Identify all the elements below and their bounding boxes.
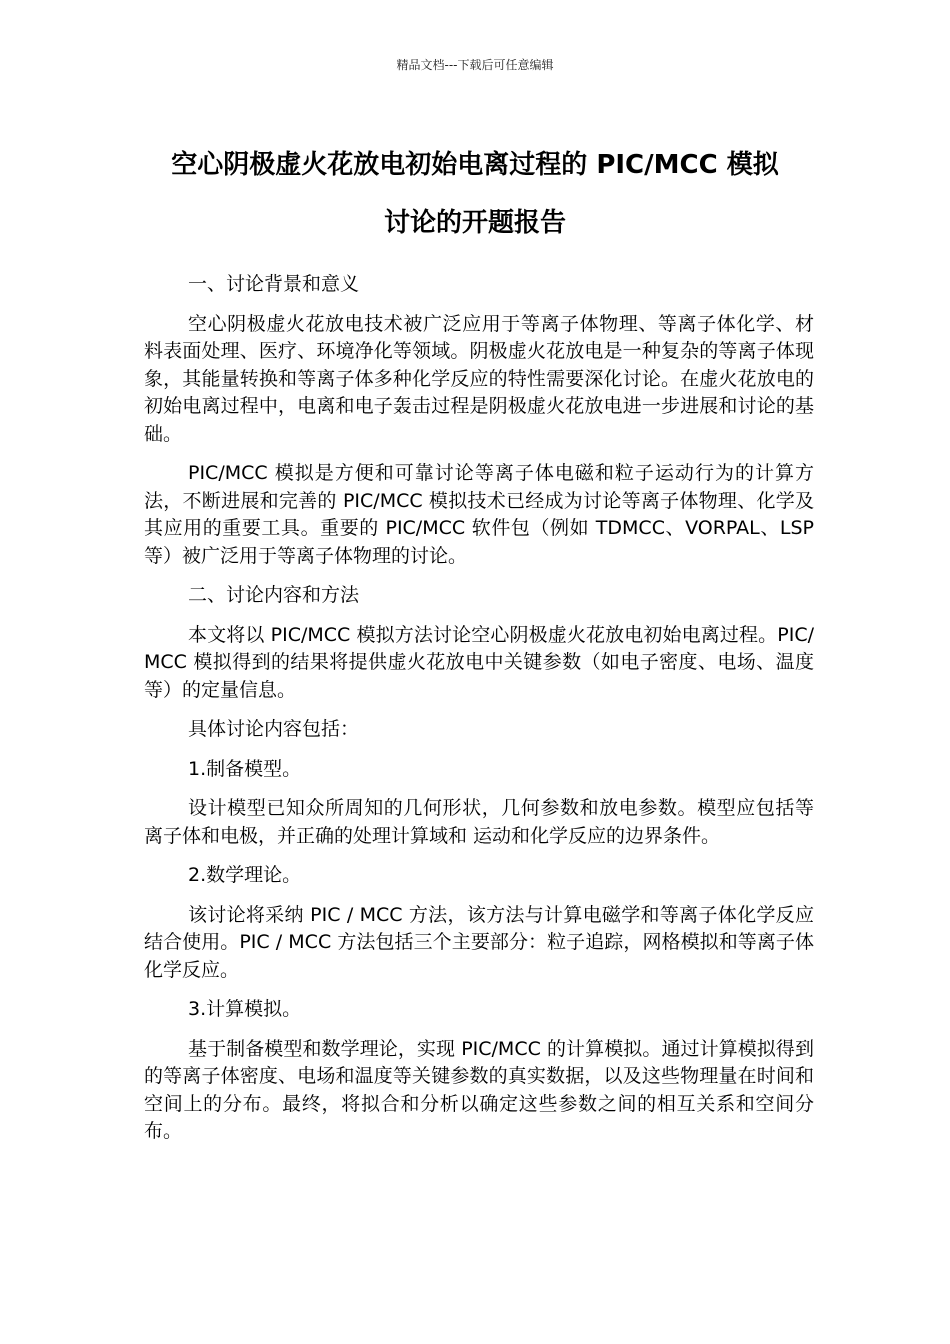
list-heading-computation-simulation: 3.计算模拟。 — [188, 998, 302, 1020]
paragraph-content-methods-2: 具体讨论内容包括： — [188, 718, 360, 740]
paragraph-model-preparation: 设计模型已知众所周知的几何形状，几何参数和放电参数。模型应包括等离子体和电极，并正确的处理计算域和 运动和化学反应的边界条件。 — [144, 797, 814, 847]
paragraph-math-theory: 该讨论将采纳 PIC / MCC 方法，该方法与计算电磁学和等离子体化学反应结合使用。PIC / MCC 方法包括三个主要部分：粒子追踪，网格模拟和等离子体化学反应。 — [144, 903, 814, 981]
list-heading-math-theory: 2.数学理论。 — [188, 864, 302, 886]
section-heading-content-methods: 二、讨论内容和方法 — [188, 584, 360, 606]
section-heading-background: 一、讨论背景和意义 — [188, 273, 360, 295]
document-body — [144, 271, 814, 1158]
list-heading-model-preparation: 1.制备模型。 — [188, 757, 302, 780]
paragraph-content-methods-1: 本文将以 PIC/MCC 模拟方法讨论空心阴极虚火花放电初始电离过程。PIC/MCC 模拟得到的结果将提供虚火花放电中关键参数（如电子密度、电场、温度等）的定量信息。 — [144, 623, 814, 701]
paragraph-background-1: 空心阴极虚火花放电技术被广泛应用于等离子体物理、等离子体化学、材料表面处理、医疗、环境净化等领域。阴极虚火花放电是一种复杂的等离子体现象，其能量转换和等离子体多种化学反应的特性需要深化讨论。在虚火花放电的初始电离过程中，电离和电子轰击过程是阴极虚火花放电进一步进展和讨论的基础。 — [144, 312, 814, 445]
document-title-line-2: 讨论的开题报告 — [383, 208, 566, 238]
paragraph-background-2: PIC/MCC 模拟是方便和可靠讨论等离子体电磁和粒子运动行为的计算方法，不断进展和完善的 PIC/MCC 模拟技术已经成为讨论等离子体物理、化学及其应用的重要工具。重要的 PIC/MCC 软件包（例如 TDMCC、VORPAL、LSP 等）被广泛用于等离子体物理的讨论。 — [144, 462, 814, 567]
document-title — [120, 136, 830, 252]
page-header-watermark: 精品文档---下载后可任意编辑 — [396, 58, 554, 72]
paragraph-computation-simulation: 基于制备模型和数学理论，实现 PIC/MCC 的计算模拟。通过计算模拟得到的等离子体密度、电场和温度等关键参数的真实数据，以及这些物理量在时间和空间上的分布。最终，将拟合和分析以确定这些参数之间的相互关系和空间分布。 — [144, 1037, 814, 1142]
document-title-line-1: 空心阴极虚火花放电初始电离过程的 PIC/MCC 模拟 — [171, 150, 779, 180]
